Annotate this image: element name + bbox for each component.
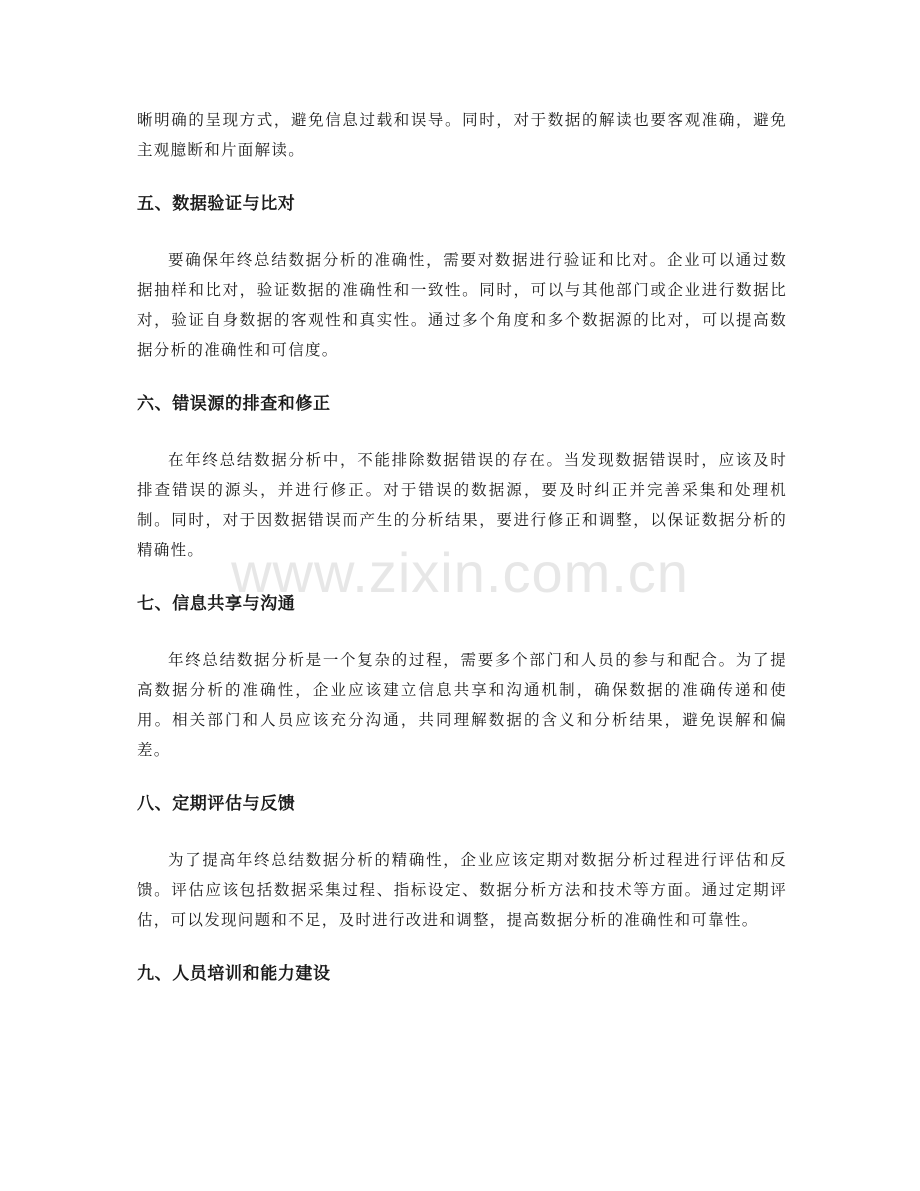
- section-heading-6: 六、错误源的排查和修正: [137, 394, 331, 414]
- paragraph-intro-continuation: 晰明确的呈现方式，避免信息过载和误导。同时，对于数据的解读也要客观准确，避免主观臆断和片面解读。: [137, 111, 787, 159]
- section-heading-9: 九、人员培训和能力建设: [137, 964, 331, 984]
- paragraph-section-5: 要确保年终总结数据分析的准确性，需要对数据进行验证和比对。企业可以通过数据抽样和比对，验证数据的准确性和一致性。同时，可以与其他部门或企业进行数据比对，验证自身数据的客观性和真实性。通过多个角度和多个数据源的比对，可以提高数据分析的准确性和可信度。: [137, 251, 787, 359]
- section-heading-8: 八、定期评估与反馈: [137, 794, 296, 814]
- paragraph-section-8: 为了提高年终总结数据分析的精确性，企业应该定期对数据分析过程进行评估和反馈。评估应该包括数据采集过程、指标设定、数据分析方法和技术等方面。通过定期评估，可以发现问题和不足，及时进行改进和调整，提高数据分析的准确性和可靠性。: [137, 851, 787, 929]
- section-heading-5: 五、数据验证与比对: [137, 194, 296, 214]
- section-heading-7: 七、信息共享与沟通: [137, 594, 296, 614]
- document-body: [137, 105, 787, 1015]
- paragraph-section-6: 在年终总结数据分析中，不能排除数据错误的存在。当发现数据错误时，应该及时排查错误的源头，并进行修正。对于错误的数据源，要及时纠正并完善采集和处理机制。同时，对于因数据错误而产生的分析结果，要进行修正和调整，以保证数据分析的精确性。: [137, 451, 787, 559]
- watermark-text: www.zixin.com.cn: [231, 541, 689, 604]
- paragraph-section-7: 年终总结数据分析是一个复杂的过程，需要多个部门和人员的参与和配合。为了提高数据分析的准确性，企业应该建立信息共享和沟通机制，确保数据的准确传递和使用。相关部门和人员应该充分沟通，共同理解数据的含义和分析结果，避免误解和偏差。: [137, 651, 787, 759]
